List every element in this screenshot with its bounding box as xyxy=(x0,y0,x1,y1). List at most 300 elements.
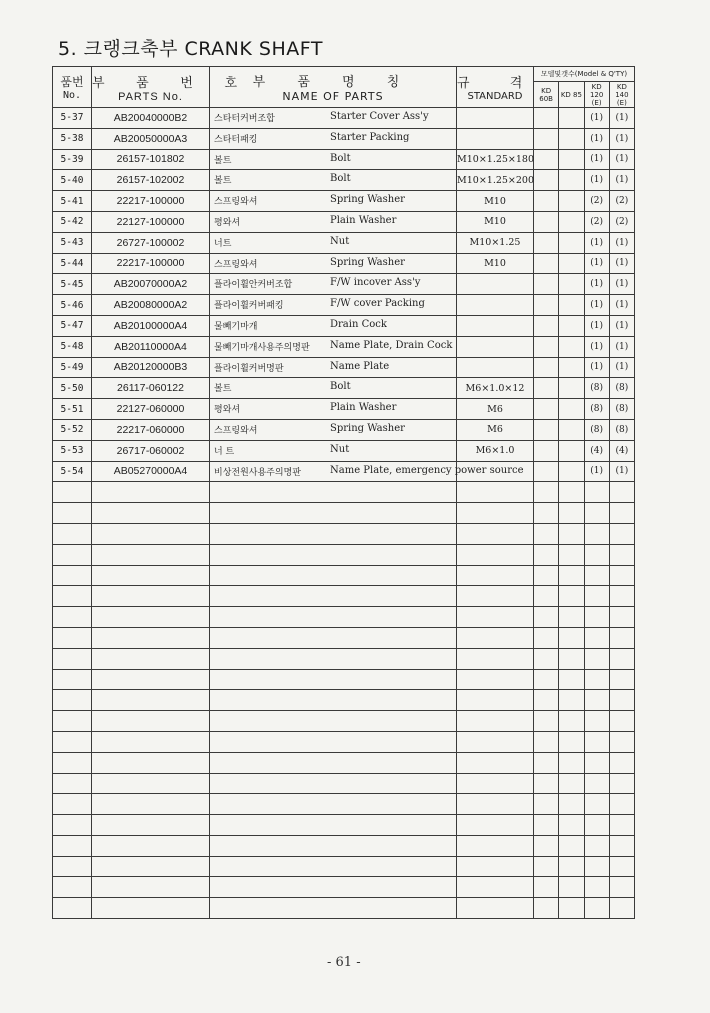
table-row xyxy=(53,461,635,482)
table-row xyxy=(53,274,635,295)
table-row xyxy=(53,357,635,378)
part-name-en: Spring Washer xyxy=(330,422,405,434)
empty-row xyxy=(53,482,635,503)
part-item-no: 5-46 xyxy=(53,295,92,316)
empty-cell xyxy=(534,669,559,690)
empty-cell xyxy=(457,607,534,628)
empty-cell xyxy=(534,586,559,607)
empty-cell xyxy=(92,648,210,669)
empty-cell xyxy=(534,731,559,752)
empty-cell xyxy=(457,794,534,815)
empty-cell xyxy=(534,815,559,836)
qty-kd120e: (1) xyxy=(584,253,609,274)
part-name-en: Starter Packing xyxy=(330,131,410,143)
qty-kd85 xyxy=(559,357,584,378)
empty-cell xyxy=(92,877,210,898)
table-row xyxy=(53,399,635,420)
empty-row xyxy=(53,544,635,565)
part-standard: M10 xyxy=(457,191,534,212)
part-name-en: Nut xyxy=(330,443,350,455)
part-name-wrap xyxy=(210,191,456,211)
part-name-wrap xyxy=(210,254,456,274)
empty-cell xyxy=(210,856,457,877)
part-name-kr: 플라이휠커버명판 xyxy=(214,363,284,374)
empty-cell xyxy=(609,586,634,607)
empty-cell xyxy=(210,565,457,586)
empty-cell xyxy=(559,835,584,856)
empty-cell xyxy=(92,898,210,919)
empty-cell xyxy=(210,503,457,524)
qty-kd85 xyxy=(559,440,584,461)
empty-cell xyxy=(210,794,457,815)
part-standard xyxy=(457,357,534,378)
qty-kd60b xyxy=(534,108,559,129)
qty-kd60b xyxy=(534,461,559,482)
qty-kd60b xyxy=(534,211,559,232)
part-name xyxy=(210,128,457,149)
part-name xyxy=(210,336,457,357)
part-name-kr: 물빼기마개 xyxy=(214,321,258,332)
part-name xyxy=(210,419,457,440)
part-name xyxy=(210,378,457,399)
part-name xyxy=(210,108,457,129)
table-row xyxy=(53,440,635,461)
empty-cell xyxy=(534,627,559,648)
empty-cell xyxy=(534,877,559,898)
empty-cell xyxy=(92,690,210,711)
table-row xyxy=(53,315,635,336)
empty-cell xyxy=(609,482,634,503)
part-standard: M6×1.0×12 xyxy=(457,378,534,399)
table-row xyxy=(53,419,635,440)
empty-cell xyxy=(210,523,457,544)
empty-cell xyxy=(534,523,559,544)
qty-kd140e: (1) xyxy=(609,357,634,378)
part-name-kr: 평와셔 xyxy=(214,405,241,416)
part-name-wrap xyxy=(210,108,456,128)
part-name-en: Starter Cover Ass'y xyxy=(330,111,429,122)
qty-kd140e: (8) xyxy=(609,419,634,440)
empty-cell xyxy=(584,586,609,607)
empty-cell xyxy=(609,752,634,773)
qty-kd120e: (1) xyxy=(584,149,609,170)
empty-cell xyxy=(53,731,92,752)
qty-kd85 xyxy=(559,232,584,253)
qty-kd120e: (1) xyxy=(584,170,609,191)
empty-cell xyxy=(609,523,634,544)
part-number: 22217-060000 xyxy=(92,419,210,440)
empty-row xyxy=(53,648,635,669)
part-item-no: 5-51 xyxy=(53,399,92,420)
empty-cell xyxy=(92,815,210,836)
qty-kd120e: (1) xyxy=(584,128,609,149)
empty-cell xyxy=(609,544,634,565)
qty-kd120e: (1) xyxy=(584,357,609,378)
empty-row xyxy=(53,669,635,690)
qty-kd85 xyxy=(559,336,584,357)
header-no-kr: 품번 xyxy=(60,75,84,89)
empty-cell xyxy=(609,773,634,794)
qty-kd85 xyxy=(559,108,584,129)
qty-kd60b xyxy=(534,295,559,316)
header-name-en: NAME OF PARTS xyxy=(282,90,384,103)
part-item-no: 5-52 xyxy=(53,419,92,440)
qty-kd140e: (2) xyxy=(609,211,634,232)
empty-cell xyxy=(53,565,92,586)
table-row xyxy=(53,149,635,170)
empty-row xyxy=(53,711,635,732)
part-name-kr: 스타터커버조합 xyxy=(214,114,275,124)
qty-kd60b xyxy=(534,128,559,149)
empty-cell xyxy=(92,523,210,544)
part-standard: M6×1.0 xyxy=(457,440,534,461)
empty-cell xyxy=(53,669,92,690)
part-standard xyxy=(457,315,534,336)
part-standard xyxy=(457,295,534,316)
part-name xyxy=(210,315,457,336)
empty-cell xyxy=(210,648,457,669)
part-standard: M10 xyxy=(457,253,534,274)
empty-cell xyxy=(609,711,634,732)
qty-kd85 xyxy=(559,274,584,295)
part-standard: M6 xyxy=(457,399,534,420)
qty-kd140e: (8) xyxy=(609,399,634,420)
empty-row xyxy=(53,503,635,524)
part-name-kr: 너트 xyxy=(214,238,232,249)
part-name-kr: 볼트 xyxy=(214,384,232,395)
part-name-en: Bolt xyxy=(330,152,351,164)
table-row xyxy=(53,253,635,274)
empty-cell xyxy=(457,815,534,836)
empty-cell xyxy=(457,856,534,877)
empty-cell xyxy=(559,586,584,607)
empty-cell xyxy=(53,607,92,628)
empty-cell xyxy=(53,711,92,732)
empty-cell xyxy=(534,898,559,919)
empty-cell xyxy=(53,627,92,648)
qty-kd140e: (1) xyxy=(609,128,634,149)
empty-cell xyxy=(584,711,609,732)
qty-kd60b xyxy=(534,232,559,253)
header-standard xyxy=(457,67,541,108)
part-name-wrap xyxy=(210,337,456,357)
qty-kd120e: (1) xyxy=(584,274,609,295)
empty-cell xyxy=(53,794,92,815)
qty-kd140e: (2) xyxy=(609,191,634,212)
empty-cell xyxy=(210,690,457,711)
qty-kd140e: (1) xyxy=(609,274,634,295)
part-standard xyxy=(457,274,534,295)
empty-cell xyxy=(210,711,457,732)
empty-row xyxy=(53,752,635,773)
part-item-no: 5-48 xyxy=(53,336,92,357)
empty-cell xyxy=(609,565,634,586)
empty-cell xyxy=(584,856,609,877)
empty-cell xyxy=(92,731,210,752)
qty-kd120e: (8) xyxy=(584,378,609,399)
part-name xyxy=(210,149,457,170)
part-name-kr: 볼트 xyxy=(214,155,232,166)
table-row xyxy=(53,232,635,253)
part-name-wrap xyxy=(210,212,456,232)
empty-cell xyxy=(210,752,457,773)
empty-cell xyxy=(609,815,634,836)
qty-kd120e: (1) xyxy=(584,108,609,129)
empty-cell xyxy=(559,523,584,544)
empty-cell xyxy=(534,835,559,856)
qty-kd120e: (2) xyxy=(584,191,609,212)
empty-cell xyxy=(584,627,609,648)
part-number: AB20050000A3 xyxy=(92,128,210,149)
header-parts-no-en: PARTS No. xyxy=(118,90,183,103)
header-parts-no xyxy=(92,67,252,108)
part-number: AB20080000A2 xyxy=(92,295,210,316)
table-row xyxy=(53,336,635,357)
part-name-kr: 물빼기마개사용주의명판 xyxy=(214,342,310,353)
part-standard xyxy=(457,336,534,357)
part-item-no: 5-42 xyxy=(53,211,92,232)
empty-cell xyxy=(457,523,534,544)
empty-row xyxy=(53,607,635,628)
part-name-en: Drain Cock xyxy=(330,318,387,330)
qty-kd85 xyxy=(559,170,584,191)
empty-cell xyxy=(53,856,92,877)
empty-cell xyxy=(457,731,534,752)
empty-cell xyxy=(559,773,584,794)
empty-cell xyxy=(534,794,559,815)
part-number: AB05270000A4 xyxy=(92,461,210,482)
part-name-wrap xyxy=(210,399,456,419)
empty-cell xyxy=(210,835,457,856)
part-number: 26727-100002 xyxy=(92,232,210,253)
qty-kd120e: (8) xyxy=(584,399,609,420)
part-name-kr: 스프링와셔 xyxy=(214,425,258,436)
table-row xyxy=(53,211,635,232)
qty-kd60b xyxy=(534,149,559,170)
part-name-kr: 플라이휠커버패킹 xyxy=(214,301,284,312)
empty-cell xyxy=(534,544,559,565)
part-item-no: 5-45 xyxy=(53,274,92,295)
empty-row xyxy=(53,690,635,711)
empty-cell xyxy=(534,856,559,877)
empty-cell xyxy=(584,565,609,586)
qty-kd60b xyxy=(534,357,559,378)
empty-cell xyxy=(457,503,534,524)
empty-row xyxy=(53,794,635,815)
part-name-en: Spring Washer xyxy=(330,194,405,206)
qty-kd140e: (1) xyxy=(609,315,634,336)
qty-kd85 xyxy=(559,419,584,440)
empty-cell xyxy=(92,627,210,648)
empty-cell xyxy=(53,815,92,836)
empty-cell xyxy=(584,544,609,565)
qty-kd120e: (1) xyxy=(584,461,609,482)
empty-cell xyxy=(457,752,534,773)
empty-cell xyxy=(92,856,210,877)
empty-cell xyxy=(534,503,559,524)
qty-kd85 xyxy=(559,149,584,170)
empty-cell xyxy=(609,877,634,898)
part-name xyxy=(210,274,457,295)
qty-kd60b xyxy=(534,336,559,357)
qty-kd85 xyxy=(559,295,584,316)
empty-cell xyxy=(53,898,92,919)
part-name xyxy=(210,295,457,316)
empty-cell xyxy=(457,773,534,794)
qty-kd60b xyxy=(534,191,559,212)
empty-cell xyxy=(609,648,634,669)
part-number: AB20040000B2 xyxy=(92,108,210,129)
part-name xyxy=(210,461,524,482)
header-no xyxy=(53,67,92,108)
part-item-no: 5-53 xyxy=(53,440,92,461)
part-name xyxy=(210,253,457,274)
part-name xyxy=(210,440,457,461)
empty-row xyxy=(53,731,635,752)
empty-cell xyxy=(534,607,559,628)
qty-kd120e: (1) xyxy=(584,232,609,253)
empty-cell xyxy=(92,773,210,794)
part-name-wrap xyxy=(210,378,456,398)
qty-kd60b xyxy=(534,315,559,336)
qty-kd85 xyxy=(559,191,584,212)
empty-cell xyxy=(609,503,634,524)
part-number: 22127-100000 xyxy=(92,211,210,232)
empty-cell xyxy=(210,482,457,503)
empty-cell xyxy=(584,731,609,752)
empty-cell xyxy=(584,648,609,669)
empty-cell xyxy=(457,544,534,565)
part-name-wrap xyxy=(210,295,456,315)
page-number: - 61 - xyxy=(327,955,361,970)
qty-kd85 xyxy=(559,378,584,399)
part-name-kr: 플라이휠안커버조합 xyxy=(214,280,293,291)
empty-cell xyxy=(53,586,92,607)
qty-kd60b xyxy=(534,170,559,191)
parts-table xyxy=(52,66,635,919)
empty-cell xyxy=(609,669,634,690)
part-name-wrap xyxy=(210,316,456,336)
empty-cell xyxy=(210,877,457,898)
empty-row xyxy=(53,565,635,586)
part-number: 22127-060000 xyxy=(92,399,210,420)
empty-cell xyxy=(559,690,584,711)
part-standard xyxy=(457,128,534,149)
part-name xyxy=(210,191,457,212)
empty-cell xyxy=(609,690,634,711)
empty-cell xyxy=(53,877,92,898)
empty-cell xyxy=(534,711,559,732)
part-item-no: 5-39 xyxy=(53,149,92,170)
part-name xyxy=(210,232,457,253)
qty-kd140e: (1) xyxy=(609,336,634,357)
qty-kd60b xyxy=(534,419,559,440)
part-name xyxy=(210,170,457,191)
part-item-no: 5-50 xyxy=(53,378,92,399)
qty-kd60b xyxy=(534,440,559,461)
empty-cell xyxy=(609,794,634,815)
empty-cell xyxy=(457,898,534,919)
table-row xyxy=(53,295,635,316)
part-standard: M10×1.25 xyxy=(457,232,534,253)
qty-kd140e: (1) xyxy=(609,232,634,253)
empty-cell xyxy=(457,565,534,586)
empty-cell xyxy=(53,648,92,669)
part-number: AB20100000A4 xyxy=(92,315,210,336)
empty-cell xyxy=(584,815,609,836)
empty-cell xyxy=(210,586,457,607)
table-row xyxy=(53,170,635,191)
qty-kd60b xyxy=(534,378,559,399)
empty-cell xyxy=(53,503,92,524)
empty-cell xyxy=(457,877,534,898)
part-name-wrap xyxy=(210,420,456,440)
empty-cell xyxy=(457,482,534,503)
part-name-kr: 평와셔 xyxy=(214,217,241,228)
empty-cell xyxy=(559,482,584,503)
part-standard: M10×1.25×200 xyxy=(457,170,534,191)
header-name-kr: 부 품 명 칭 xyxy=(252,75,414,90)
part-item-no: 5-44 xyxy=(53,253,92,274)
table-row xyxy=(53,191,635,212)
qty-kd85 xyxy=(559,399,584,420)
part-name-en: F/W incover Ass'y xyxy=(330,277,421,289)
header-model-kd120e: KD 120 (E) xyxy=(584,82,609,108)
empty-cell xyxy=(609,835,634,856)
empty-cell xyxy=(584,773,609,794)
empty-cell xyxy=(584,690,609,711)
part-name-en: F/W cover Packing xyxy=(330,298,425,310)
empty-cell xyxy=(559,794,584,815)
qty-kd140e: (1) xyxy=(609,253,634,274)
empty-row xyxy=(53,877,635,898)
empty-cell xyxy=(559,877,584,898)
qty-kd120e: (1) xyxy=(584,315,609,336)
empty-cell xyxy=(559,607,584,628)
qty-kd85 xyxy=(559,253,584,274)
qty-kd140e: (1) xyxy=(609,170,634,191)
part-number: 22217-100000 xyxy=(92,191,210,212)
part-number: AB20110000A4 xyxy=(92,336,210,357)
empty-cell xyxy=(559,856,584,877)
empty-cell xyxy=(457,586,534,607)
part-name-kr: 비상전원사용주의명판 xyxy=(214,467,301,478)
part-name-en: Nut xyxy=(330,235,350,247)
empty-cell xyxy=(584,669,609,690)
part-item-no: 5-43 xyxy=(53,232,92,253)
qty-kd85 xyxy=(559,461,584,482)
empty-cell xyxy=(210,627,457,648)
part-number: 26717-060002 xyxy=(92,440,210,461)
qty-kd60b xyxy=(534,274,559,295)
empty-cell xyxy=(457,648,534,669)
empty-cell xyxy=(559,503,584,524)
qty-kd140e: (1) xyxy=(609,108,634,129)
part-item-no: 5-38 xyxy=(53,128,92,149)
qty-kd140e: (1) xyxy=(609,461,634,482)
empty-cell xyxy=(457,690,534,711)
part-name-wrap xyxy=(210,462,524,482)
part-number: 26157-101802 xyxy=(92,149,210,170)
table-row xyxy=(53,128,635,149)
empty-cell xyxy=(210,898,457,919)
qty-kd140e: (1) xyxy=(609,149,634,170)
qty-kd140e: (8) xyxy=(609,378,634,399)
empty-row xyxy=(53,835,635,856)
part-standard xyxy=(457,108,534,129)
empty-cell xyxy=(53,835,92,856)
empty-cell xyxy=(584,752,609,773)
